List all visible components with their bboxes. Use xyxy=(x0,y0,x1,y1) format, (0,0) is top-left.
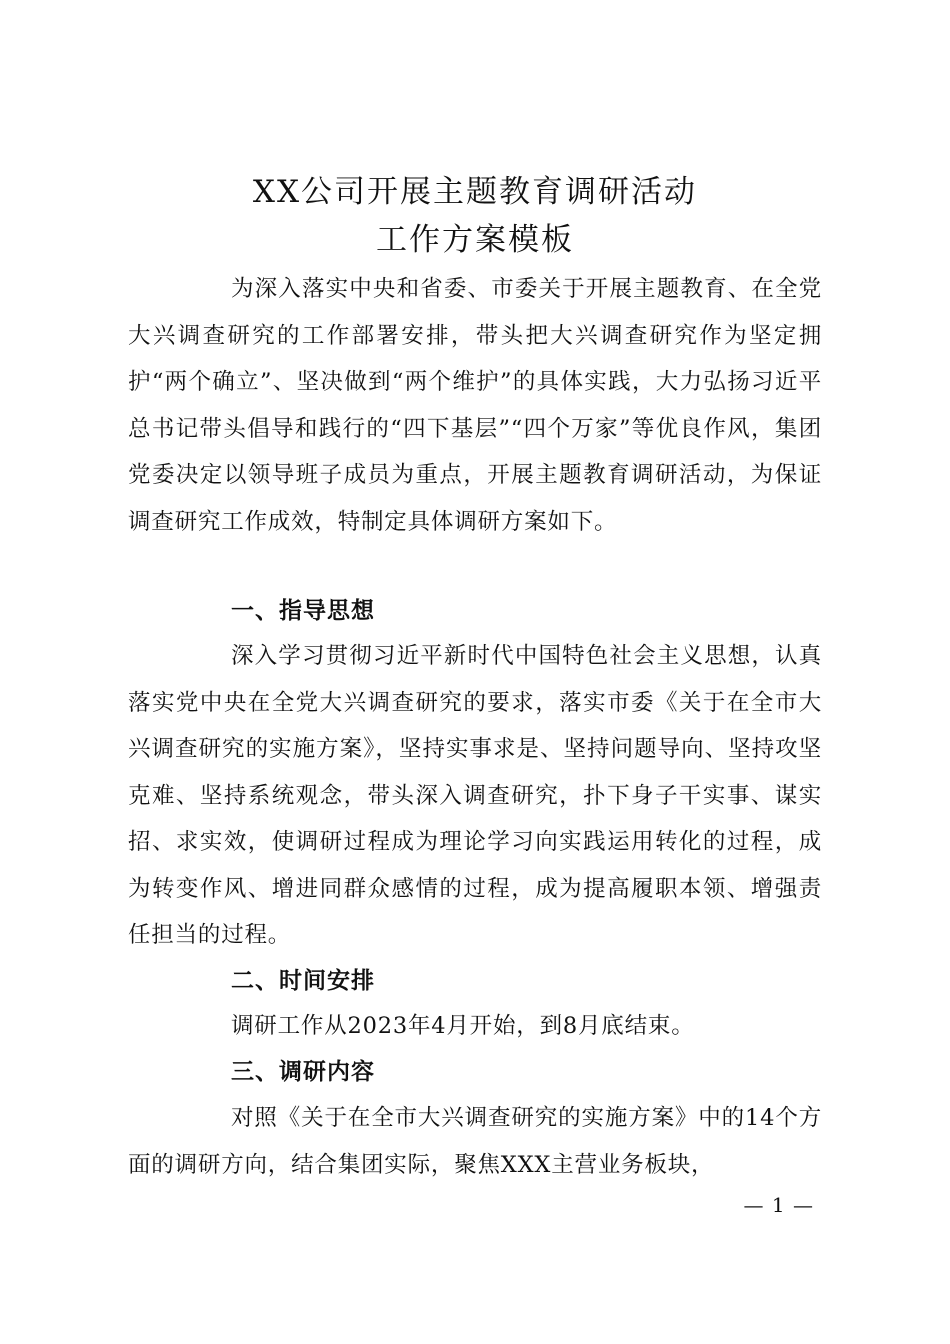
intro-paragraph: 为深入落实中央和省委、市委关于开展主题教育、在全党大兴调查研究的工作部署安排，带头把大兴调查研究作为坚定拥护“两个确立”、坚决做到“两个维护”的具体实践，大力弘扬习近平总书记带头倡导和践行的“四下基层”“四个万家”等优良作风，集团党委决定以领导班子成员为重点，开展主题教育调研活动，为保证调查研究工作成效，特制定具体调研方案如下。 xyxy=(128,276,822,535)
section-heading-research-content: 三、调研内容 xyxy=(231,1059,375,1085)
section-body-research-content: 对照《关于在全市大兴调查研究的实施方案》中的14个方面的调研方向，结合集团实际，聚焦XXX主营业务板块， xyxy=(128,1105,822,1178)
section-heading-guiding-ideology: 一、指导思想 xyxy=(231,598,375,624)
section-heading-schedule: 二、时间安排 xyxy=(231,968,375,994)
document-title-line1: XX公司开展主题教育调研活动 xyxy=(252,174,698,210)
section-body-guiding-ideology: 深入学习贯彻习近平新时代中国特色社会主义思想，认真落实党中央在全党大兴调查研究的要求，落实市委《关于在全市大兴调查研究的实施方案》，坚持实事求是、坚持问题导向、坚持攻坚克难、坚持系统观念，带头深入调查研究，扑下身子干实事、谋实招、求实效，使调研过程成为理论学习向实践运用转化的过程，成为转变作风、增进同群众感情的过程，成为提高履职本领、增强责任担当的过程。 xyxy=(128,643,822,948)
section-body-schedule: 调研工作从2023年4月开始，到8月底结束。 xyxy=(231,1013,695,1039)
page-number: — 1 — xyxy=(743,1193,814,1217)
document-title-line2: 工作方案模板 xyxy=(376,222,574,258)
